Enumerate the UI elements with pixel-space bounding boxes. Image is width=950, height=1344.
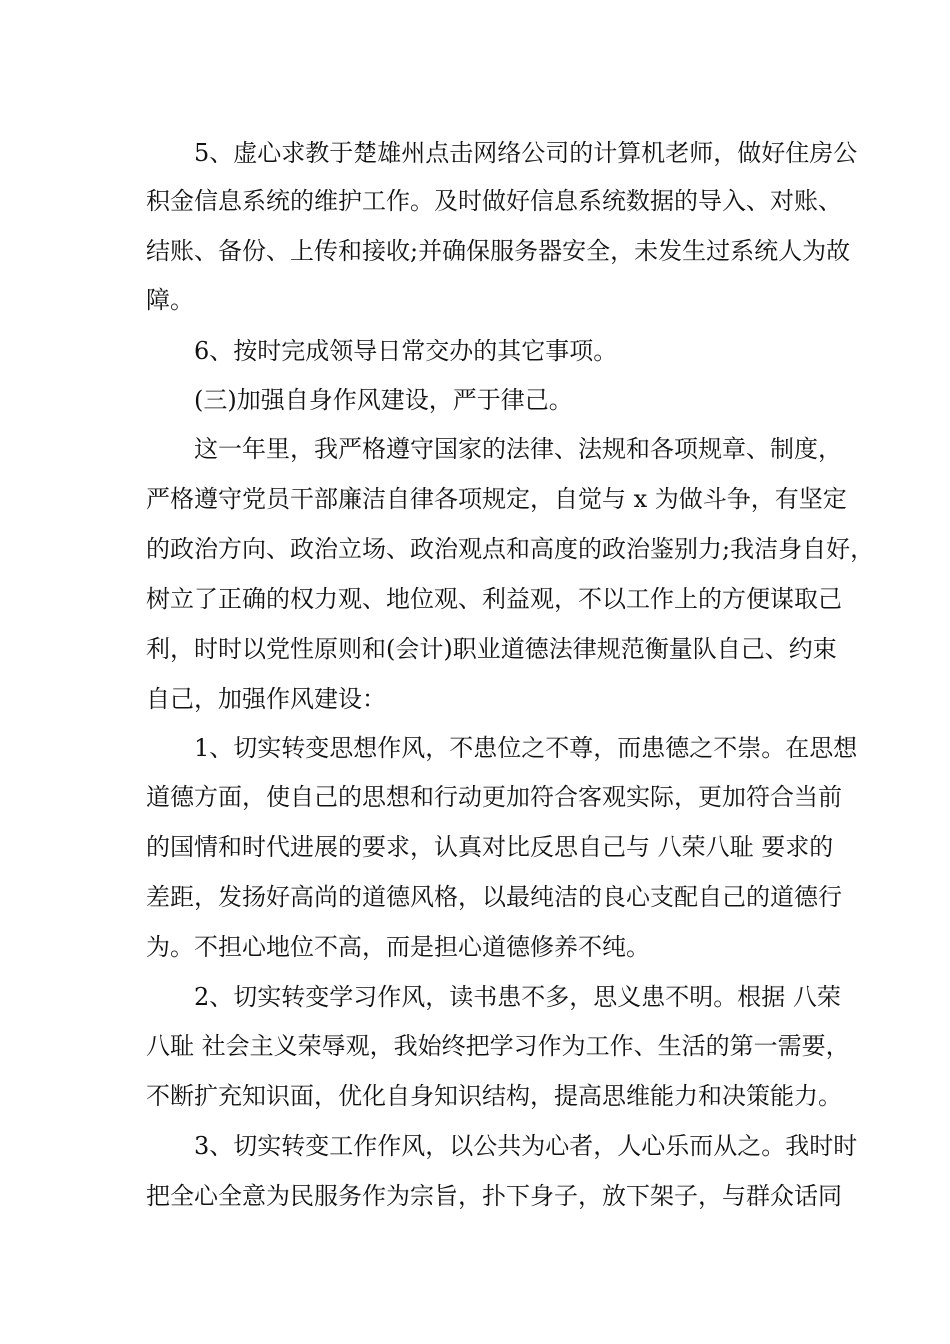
text-line: 结账、备份、上传和接收;并确保服务器安全，未发生过系统人为故 — [146, 237, 851, 265]
text-line: 为。不担心地位不高，而是担心道德修养不纯。 — [146, 933, 650, 961]
text-line: 3、切实转变工作作风，以公共为心者，人心乐而从之。我时时 — [146, 1132, 858, 1160]
text-line: 这一年里，我严格遵守国家的法律、法规和各项规章、制度， — [146, 435, 842, 463]
text-line: 把全心全意为民服务作为宗旨，扑下身子，放下架子，与群众话同 — [146, 1182, 842, 1210]
text-line: 2、切实转变学习作风，读书患不多，思义患不明。根据 八荣 — [146, 983, 841, 1011]
text-line: 不断扩充知识面，优化自身知识结构，提高思维能力和决策能力。 — [146, 1082, 842, 1110]
text-line: 障。 — [146, 286, 194, 314]
text-line: 差距，发扬好高尚的道德风格，以最纯洁的良心支配自己的道德行 — [146, 883, 842, 911]
text-line: 自己，加强作风建设： — [146, 685, 386, 713]
text-line: 积金信息系统的维护工作。及时做好信息系统数据的导入、对账、 — [146, 187, 842, 215]
text-line: 八耻 社会主义荣辱观，我始终把学习作为工作、生活的第一需要， — [146, 1032, 850, 1060]
text-line: 5、虚心求教于楚雄州点击网络公司的计算机老师，做好住房公 — [146, 139, 858, 167]
text-line: (三)加强自身作风建设，严于律己。 — [146, 386, 573, 414]
text-line: 的政治方向、政治立场、政治观点和高度的政治鉴别力;我洁身自好， — [146, 535, 875, 563]
text-line: 树立了正确的权力观、地位观、利益观，不以工作上的方便谋取己 — [146, 585, 842, 613]
text-line: 道德方面，使自己的思想和行动更加符合客观实际，更加符合当前 — [146, 783, 842, 811]
text-line: 6、按时完成领导日常交办的其它事项。 — [146, 337, 618, 365]
text-line: 1、切实转变思想作风，不患位之不尊，而患德之不崇。在思想 — [146, 734, 858, 762]
text-line: 严格遵守党员干部廉洁自律各项规定，自觉与 x 为做斗争，有坚定 — [146, 485, 847, 513]
text-line: 利，时时以党性原则和(会计)职业道德法律规范衡量队自己、约束 — [146, 635, 837, 663]
text-line: 的国情和时代进展的要求，认真对比反思自己与 八荣八耻 要求的 — [146, 833, 834, 861]
